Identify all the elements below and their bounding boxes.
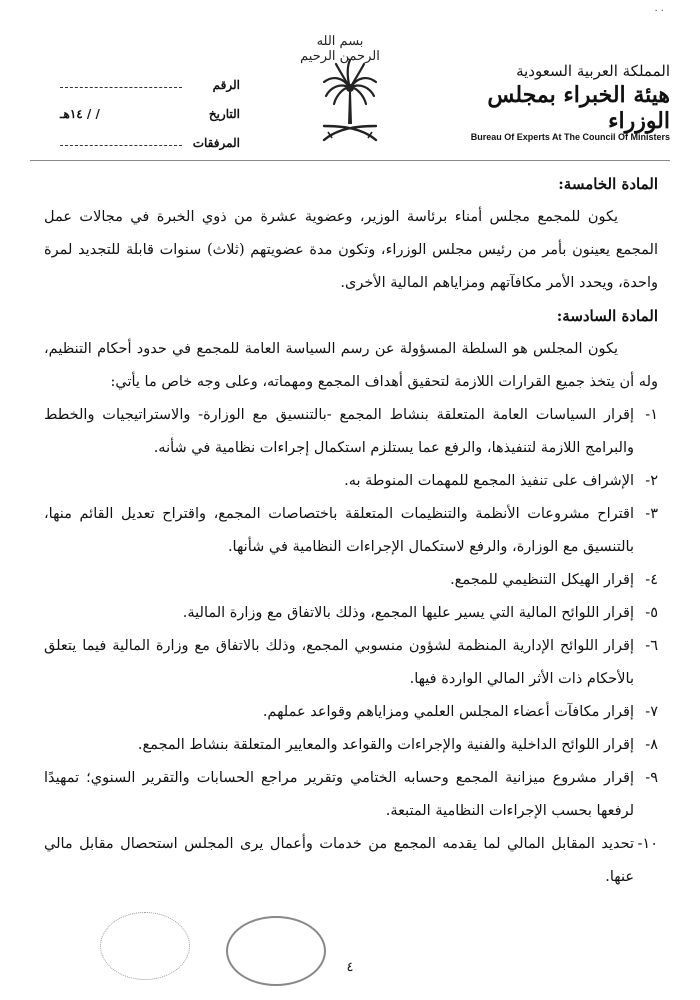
list-item — [44, 630, 658, 696]
header-divider — [30, 160, 670, 161]
official-stamp — [226, 916, 326, 986]
article-5-text: يكون للمجمع مجلس أمناء برئاسة الوزير، وعضوية عشرة من ذوي الخبرة في مجالات عمل المجمع يعينون بأمر من رئيس مجلس الوزراء، وتكون مدة عضويتهم (ثلاث) سنوات قابلة للتجديد لمرة واحدة، ويحدد الأمر مكافآتهم ومزاياهم المالية الأخرى. — [44, 209, 658, 291]
saudi-emblem-icon — [318, 54, 382, 148]
item-number: ٧- — [645, 704, 658, 720]
item-number: ٤- — [645, 572, 658, 588]
item-text: إقرار مكافآت أعضاء المجلس العلمي ومزاياهم وقواعد عملهم. — [262, 704, 634, 720]
field-value: / / ١٤هـ — [60, 106, 100, 121]
item-number: ١٠- — [637, 836, 658, 852]
field-blank-line — [60, 145, 182, 146]
page-number: ٤ — [346, 960, 354, 975]
item-text: الإشراف على تنفيذ المجمع للمهمات المنوطة به. — [344, 473, 634, 489]
list-item — [44, 597, 658, 630]
list-item — [44, 498, 658, 564]
organization-name-arabic — [430, 62, 670, 134]
list-item — [44, 828, 658, 894]
kingdom-name: المملكة العربية السعودية — [516, 62, 670, 80]
field-number — [60, 70, 240, 99]
field-label: المرفقات — [192, 135, 240, 150]
list-item — [44, 564, 658, 597]
item-number: ٣- — [645, 506, 658, 522]
article-6-intro: يكون المجلس هو السلطة المسؤولة عن رسم السياسة العامة للمجمع في حدود أحكام التنظيم، وله أن يتخذ جميع القرارات اللازمة لتحقيق أهداف المجمع ومهماته، وعلى وجه خاص ما يأتي: — [44, 341, 658, 390]
item-text: تحديد المقابل المالي لما يقدمه المجمع من خدمات وأعمال يرى المجلس استحصال مقابل مالي عنها. — [44, 836, 634, 885]
field-label: التاريخ — [208, 106, 240, 121]
organization-name-english: Bureau Of Experts At The Council Of Ministers — [470, 132, 670, 142]
reference-fields — [60, 70, 240, 157]
field-attachments — [60, 128, 240, 157]
document-body — [44, 168, 658, 894]
item-text: إقرار اللوائح الداخلية والفنية والإجراءات والقواعد والمعايير المتعلقة بنشاط المجمع. — [137, 737, 634, 753]
field-date — [60, 99, 240, 128]
item-number: ٢- — [645, 473, 658, 489]
list-item — [44, 465, 658, 498]
official-stamp — [100, 912, 190, 980]
corner-mark: · · — [654, 6, 664, 17]
field-blank-line — [60, 87, 182, 88]
item-text: إقرار السياسات العامة المتعلقة بنشاط المجمع -بالتنسيق مع الوزارة- والاستراتيجيات والخطط والبرامج اللازمة لتنفيذها، والرفع عما يستلزم استكمال إجراءات نظامية في شأنه. — [44, 407, 634, 456]
list-item — [44, 762, 658, 828]
bureau-name: هيئة الخبراء بمجلس الوزراء — [487, 82, 670, 134]
list-item — [44, 399, 658, 465]
item-number: ٥- — [645, 605, 658, 621]
list-item — [44, 729, 658, 762]
item-text: إقرار الهيكل التنظيمي للمجمع. — [450, 572, 634, 588]
item-text: إقرار اللوائح المالية التي يسير عليها المجمع، وذلك بالاتفاق مع وزارة المالية. — [182, 605, 634, 621]
item-text: إقرار اللوائح الإدارية المنظمة لشؤون منسوبي المجمع، وذلك بالاتفاق مع وزارة المالية فيما يتعلق بالأحكام ذات الأثر المالي الواردة فيها. — [44, 638, 634, 687]
basmala: بسم الله الرحمن الرحيم — [300, 34, 380, 64]
item-number: ٦- — [645, 638, 658, 654]
item-number: ٩- — [645, 770, 658, 786]
article-6-title: المادة السادسة: — [556, 307, 658, 325]
item-number: ١- — [645, 407, 658, 423]
field-label: الرقم — [212, 77, 240, 92]
item-text: إقرار مشروع ميزانية المجمع وحسابه الختامي وتقرير مراجع الحسابات والتقرير السنوي؛ تمهيدًا لرفعها بحسب الإجراءات النظامية المتبعة. — [44, 770, 634, 819]
item-text: اقتراح مشروعات الأنظمة والتنظيمات المتعلقة باختصاصات المجمع، واقتراح تعديل القائم منها، بالتنسيق مع الوزارة، والرفع لاستكمال الإجراءات النظامية في شأنها. — [44, 506, 634, 555]
article-5-title: المادة الخامسة: — [558, 175, 658, 193]
list-item — [44, 696, 658, 729]
item-number: ٨- — [645, 737, 658, 753]
